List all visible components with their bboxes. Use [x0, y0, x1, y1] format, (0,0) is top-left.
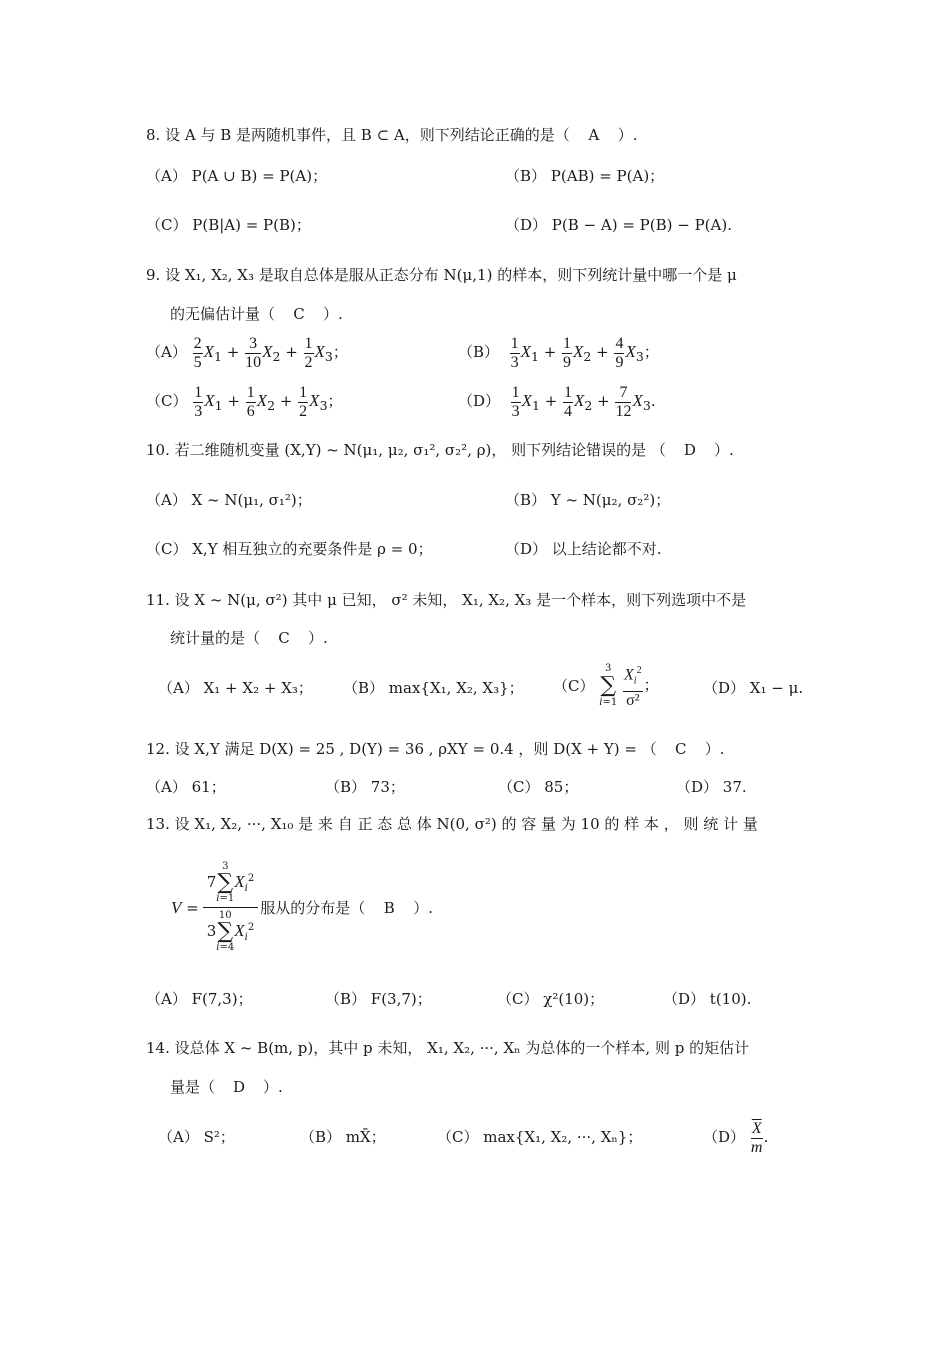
q14-answer: D	[233, 1078, 246, 1096]
q12-answer: C	[674, 740, 687, 758]
q9-option-d: （D） $\frac{1}{3}$ $X_1$ + $\frac{1}{4}$ $X_2$ + $\frac{7}{12}$ $X_3$.	[458, 383, 656, 420]
q14-option-b: （B） mX̄；	[300, 1128, 386, 1146]
q13-v-formula: V = 7 3 ∑ i=1 $X_i^2$ 服从的分布是（ B ）. 3 10 ∑ i=4 $X_i^2$	[171, 861, 433, 953]
q9-stem-2: 的无偏估计量（ C ）.	[170, 305, 343, 323]
q11-option-a: （A） X₁ + X₂ + X₃；	[158, 679, 313, 697]
q13-answer: B	[383, 898, 395, 917]
q9-stem: 9. 设 X₁, X₂, X₃ 是取自总体是服从正态分布 N(μ,1) 的样本，则下列统计量中哪一个是 μ	[146, 266, 737, 284]
q11-option-d: （D） X₁ − μ.	[703, 679, 804, 697]
q10-stem: 10. 若二维随机变量 (X,Y) ~ N(μ₁, μ₂, σ₁², σ₂², ρ)， 则下列结论错误的是 （ D ）.	[146, 441, 734, 459]
q11-answer: C	[278, 629, 290, 647]
q8-option-b: （B） P(AB) = P(A)；	[505, 167, 665, 185]
q10-option-a: （A） X ~ N(μ₁, σ₁²)；	[146, 491, 312, 509]
q13-stem: 13. 设 X₁, X₂, ···, X₁₀ 是 来 自 正 态 总 体 N(0, σ²) 的 容 量 为 10 的 样 本 ， 则 统 计 量	[146, 815, 758, 833]
q14-option-d: （D） $\frac{\overline{X}}{m}$ .	[703, 1119, 769, 1156]
q9-option-c: （C） $\frac{1}{3}$ $X_1$ + $\frac{1}{6}$ $X_2$ + $\frac{1}{2}$ $X_3$；	[146, 383, 343, 420]
q14-option-a: （A） S²；	[158, 1128, 235, 1146]
q13-option-d: （D） t(10).	[663, 990, 752, 1008]
q9-option-a: （A） $\frac{2}{5}$ $X_1$ + $\frac{3}{10}$ $X_2$ + $\frac{1}{2}$ $X_3$；	[146, 334, 348, 371]
q8-option-d: （D） P(B − A) = P(B) − P(A).	[505, 216, 732, 234]
q13-option-a: （A） F(7,3)；	[146, 990, 253, 1008]
q12-stem: 12. 设 X,Y 满足 D(X) = 25 , D(Y) = 36 , ρXY = 0.4 ，则 D(X + Y) = （ C ）.	[146, 740, 725, 758]
q14-stem: 14. 设总体 X ~ B(m, p)，其中 p 未知， X₁, X₂, ···, Xₙ 为总体的一个样本, 则 p 的矩估计	[146, 1039, 750, 1057]
q13-option-b: （B） F(3,7)；	[325, 990, 432, 1008]
q11-option-c: （C） 3 ∑ i=1 $\frac{X_i^2}{\text{σ²}}$ ；	[553, 662, 659, 709]
q11-stem: 11. 设 X ~ N(μ, σ²) 其中 μ 已知， σ² 未知， X₁, X₂, X₃ 是一个样本，则下列选项中不是	[146, 591, 747, 609]
q10-option-c: （C） X,Y 相互独立的充要条件是 ρ = 0；	[146, 540, 433, 558]
q11-option-b: （B） max{X₁, X₂, X₃}；	[343, 679, 524, 697]
q12-option-b: （B） 73；	[325, 778, 405, 796]
q9-option-b: （B） $\frac{1}{3}$ $X_1$ + $\frac{1}{9}$ $X_2$ + $\frac{4}{9}$ $X_3$；	[458, 334, 659, 371]
q10-option-d: （D） 以上结论都不对.	[505, 540, 662, 558]
q14-stem-2: 量是（ D ）.	[170, 1078, 283, 1096]
q8-option-a: （A） P(A ∪ B) = P(A)；	[146, 167, 328, 185]
q9-answer: C	[293, 305, 305, 323]
q12-option-c: （C） 85；	[498, 778, 579, 796]
q14-option-c: （C） max{X₁, X₂, ···, Xₙ}；	[437, 1128, 643, 1146]
q13-option-c: （C） χ²(10)；	[497, 990, 605, 1008]
q8-answer: A	[588, 126, 600, 144]
q12-option-a: （A） 61；	[146, 778, 226, 796]
q10-answer: D	[683, 441, 696, 459]
q8-option-c: （C） P(B|A) = P(B)；	[146, 216, 311, 234]
q8-stem: 8. 设 A 与 B 是两随机事件，且 B ⊂ A，则下列结论正确的是（ A ）.	[146, 126, 638, 144]
q11-stem-2: 统计量的是（ C ）.	[170, 629, 328, 647]
q12-option-d: （D） 37.	[676, 778, 747, 796]
q10-option-b: （B） Y ~ N(μ₂, σ₂²)；	[505, 491, 671, 509]
